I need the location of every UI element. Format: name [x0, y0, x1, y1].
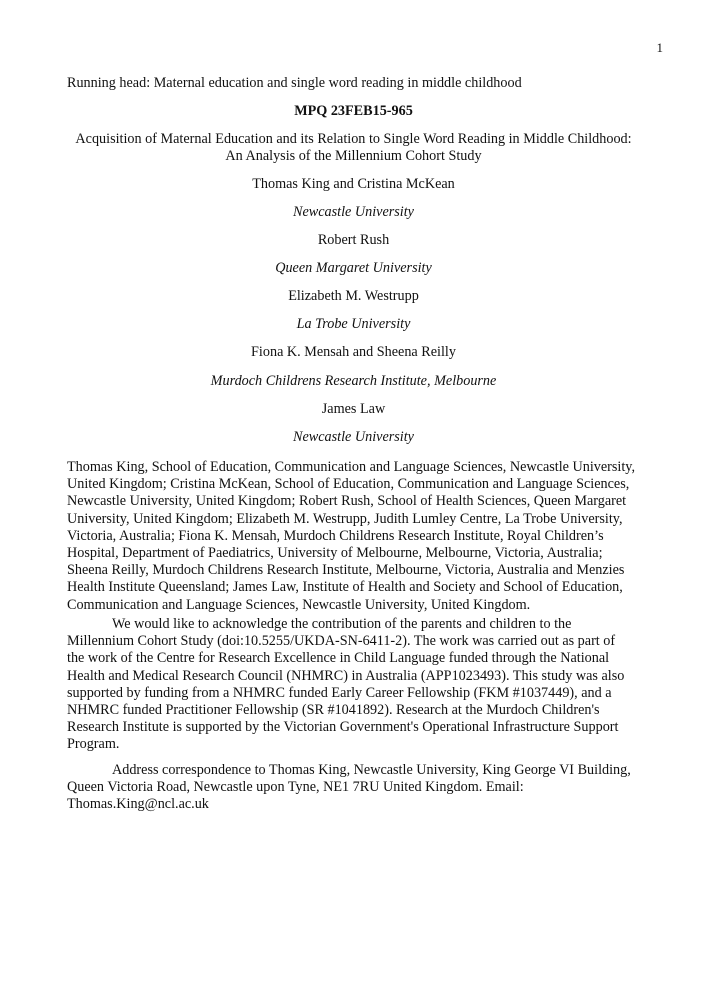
text-line: We would like to acknowledge the contribution of the parents and children to the — [112, 616, 572, 632]
author-names: Robert Rush — [317, 232, 390, 248]
text-line: Hospital, Department of Paediatrics, University of Melbourne, Melbourne, Victoria, Australia; — [67, 545, 603, 562]
manuscript-id: MPQ 23FEB15-965 — [294, 103, 413, 119]
running-head: Running head: Maternal education and single word reading in middle childhood — [67, 75, 522, 91]
text-line: Queen Victoria Road, Newcastle upon Tyne, NE1 7RU United Kingdom. Email: — [67, 779, 524, 796]
email-text: Thomas.King@ncl.ac.uk — [67, 796, 209, 813]
title-line: Acquisition of Maternal Education and its Relation to Single Word Reading in Middle Childhood: — [75, 131, 632, 147]
paper-title — [0, 131, 707, 165]
text-line: Thomas King, School of Education, Communication and Language Sciences, Newcastle University, — [67, 459, 636, 475]
author-note — [67, 459, 647, 614]
text-line: Research Institute is supported by the Victorian Government's Operational Infrastructure Support — [67, 719, 619, 736]
correspondence — [67, 762, 647, 814]
text-line: Health and Medical Research Council (NHMRC) in Australia (APP1023493). This study was also — [67, 667, 625, 684]
page-number: 1 — [656, 40, 663, 55]
text-line: Communication and Language Sciences, Newcastle University, United Kingdom. — [67, 596, 531, 613]
author-affiliation: Newcastle University — [293, 204, 414, 220]
author-affiliation: La Trobe University — [296, 316, 411, 332]
author-affiliation: Murdoch Childrens Research Institute, Melbourne — [210, 373, 497, 389]
author-names: Thomas King and Cristina McKean — [252, 176, 455, 192]
author-names: Elizabeth M. Westrupp — [288, 288, 419, 304]
text-line: Newcastle University, United Kingdom; Robert Rush, School of Health Sciences, Queen Margaret — [67, 493, 627, 510]
text-line: Victoria, Australia; Fiona K. Mensah, Murdoch Childrens Research Institute, Royal Children’s — [67, 527, 604, 544]
author-affiliation: Queen Margaret University — [275, 260, 432, 276]
text-line: Program. — [67, 736, 120, 753]
author-names: James Law — [321, 401, 386, 417]
author-names: Fiona K. Mensah and Sheena Reilly — [251, 344, 456, 360]
text-line: the work of the Centre for Research Excellence in Child Language funded through the National — [67, 650, 610, 667]
text-line: United Kingdom; Cristina McKean, School of Education, Communication and Language Sciences, — [67, 476, 630, 493]
text-line: University, United Kingdom; Elizabeth M. Westrupp, Judith Lumley Centre, La Trobe University, — [67, 510, 623, 527]
text-line: Health Institute Queensland; James Law, Institute of Health and Society and School of Education, — [67, 579, 623, 596]
text-line: supported by funding from a NHMRC funded Early Career Fellowship (FKM #1037449), and a — [67, 684, 612, 701]
author-affiliation: Newcastle University — [293, 429, 414, 445]
text-line: NHMRC funded Practitioner Fellowship (SR #1041892). Research at the Murdoch Children's — [67, 702, 600, 719]
acknowledgements — [67, 616, 647, 754]
text-line: Millennium Cohort Study (doi:10.5255/UKDA-SN-6411-2). The work was carried out as part of — [67, 633, 616, 650]
text-line: Sheena Reilly, Murdoch Childrens Research Institute, Melbourne, Victoria, Australia and Menzies — [67, 562, 625, 579]
text-line: Address correspondence to Thomas King, Newcastle University, King George VI Building, — [112, 762, 631, 778]
title-line: An Analysis of the Millennium Cohort Study — [225, 148, 482, 164]
